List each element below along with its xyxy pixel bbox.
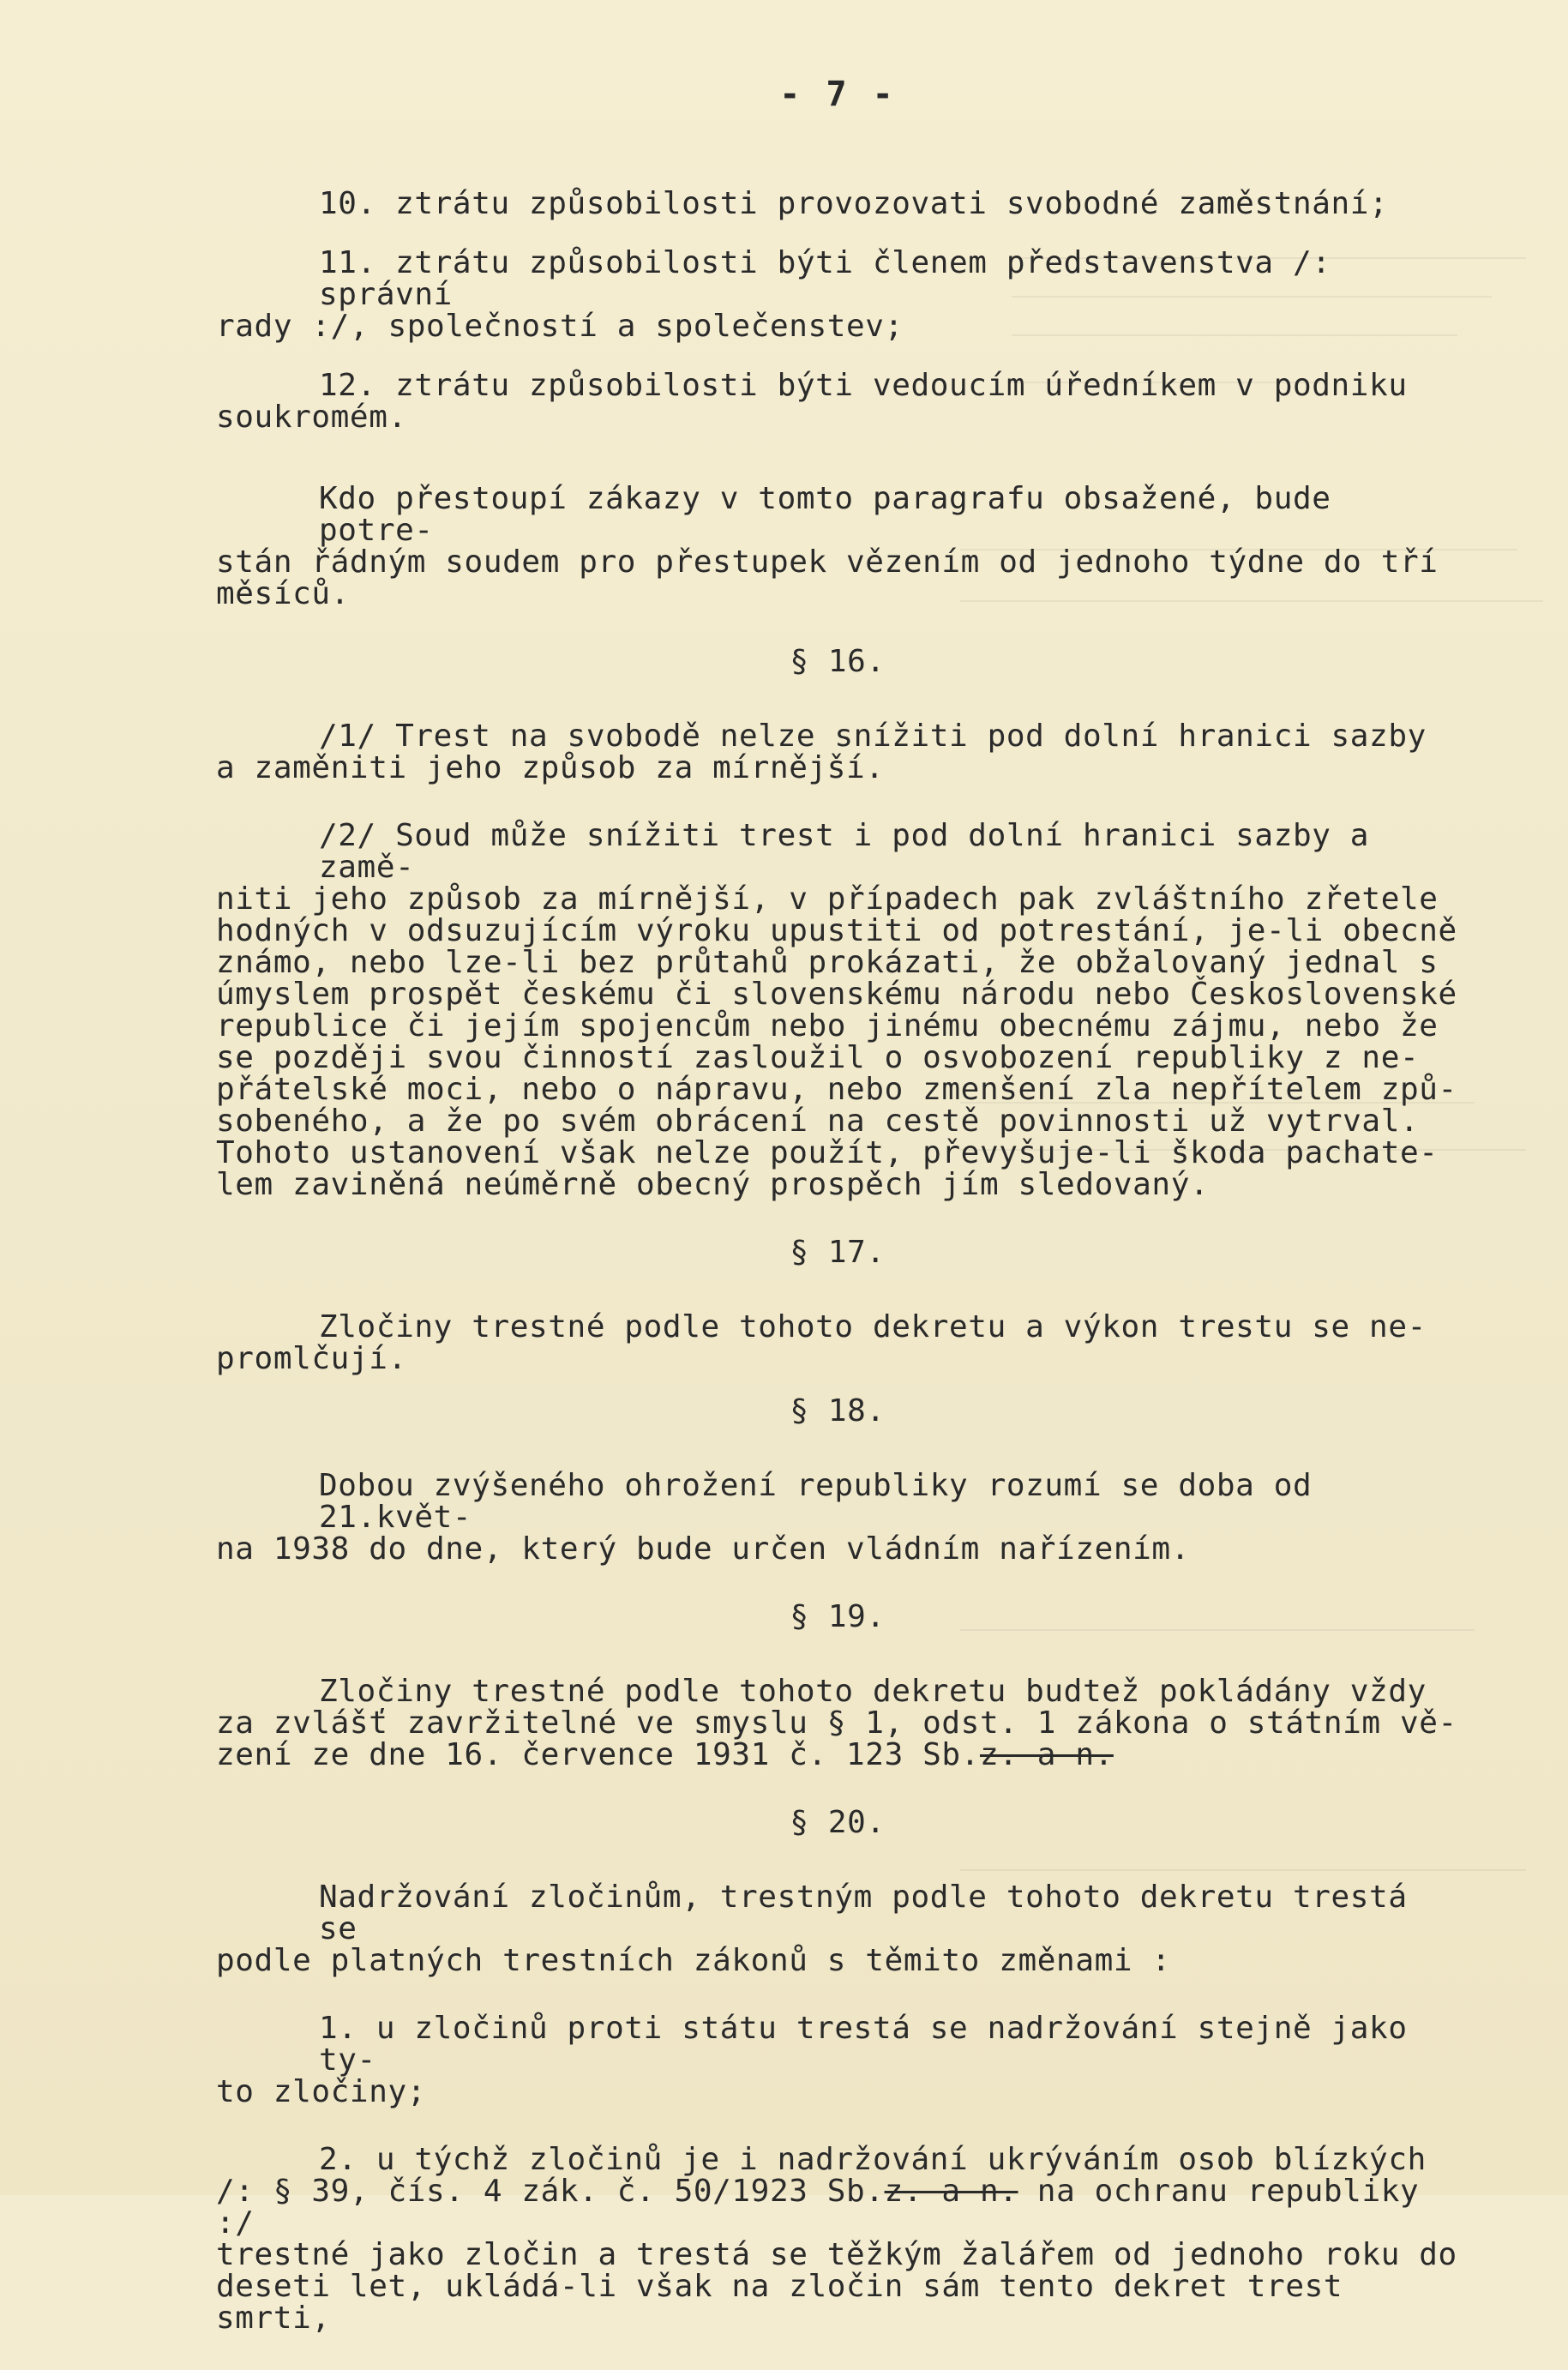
struck-text: z. a n.	[884, 2174, 1018, 2209]
section-19-para: Zločiny trestné podle tohoto dekretu budtež pokládány vždy za zvlášť zavržitelné ve smyslu § 1, odst. 1 zákona o státním vě- zení ze dne 16. července 1931 č. 123 Sb.z. a n.	[216, 1674, 1457, 1772]
section-20-item-2: 2. u týchž zločinů je i nadržování ukrýváním osob blízkých /: § 39, čís. 4 zák. č. 50/1923 Sb.z. a n. na ochranu republiky :/ trestné jako zločin a trestá se těžkým žalářem od jednoho roku do deseti let, ukládá-li však na zločin sám tento dekret trest smrti,	[216, 2142, 1457, 2336]
list-item-11: 11. ztrátu způsobilosti býti členem představenstva /: správní rady :/, společností a společenstev;	[216, 245, 1350, 344]
struck-text: z. a n.	[979, 1737, 1114, 1772]
section-16-para-2: /2/ Soud může snížiti trest i pod dolní hranici sazby a zamě- niti jeho způsob za mírnější, v případech pak zvláštního zřetele hodných v odsuzujícím výroku upustiti od potrestání, je-li obecně známo, nebo lze-li bez průtahů prokázati, že obžalovaný jednal s úmyslem prospět českému či slovenskému národu nebo Československé republice či jejím spojencům nebo jinému obecnému zájmu, nebo že se později svou činností zasloužil o osvobození republiky z ne- přátelské moci, nebo o nápravu, nebo zmenšení zla nepřítelem způ- sobeného, a že po svém obrácení na cestě povinnosti už vytrval. Tohoto ustanovení však nelze použít, převyšuje-li škoda pachate- lem zaviněná neúměrně obecný prospěch jím sledovaný.	[216, 818, 1457, 1202]
section-20-para: Nadržování zločinům, trestným podle tohoto dekretu trestá se podle platných trestních zákonů s těmito změnami :	[216, 1880, 1427, 1978]
section-20-heading: § 20.	[790, 1805, 886, 1840]
section-16-heading: § 16.	[790, 644, 886, 679]
section-18-para: Dobou zvýšeného ohrožení republiky rozumí se doba od 21.květ- na 1938 do dne, který bude určen vládním nařízením.	[216, 1468, 1331, 1567]
list-item-12: 12. ztrátu způsobilosti býti vedoucím úředníkem v podniku soukromém.	[216, 368, 1408, 435]
list-item-10: 10. ztrátu způsobilosti provozovati svobodné zaměstnání;	[319, 186, 1389, 221]
section-16-para-1: /1/ Trest na svobodě nelze snížiti pod dolní hranici sazby a zaměniti jeho způsob za mírnější.	[216, 719, 1427, 785]
section-20-item-1: 1. u zločinů proti státu trestá se nadržování stejně jako ty- to zločiny;	[216, 2011, 1427, 2109]
section-17-para: Zločiny trestné podle tohoto dekretu a výkon trestu se ne- promlčují.	[216, 1309, 1427, 1376]
page-number: - 7 -	[779, 75, 896, 114]
section-18-heading: § 18.	[790, 1393, 886, 1429]
document-body	[216, 51, 1459, 2370]
section-19-heading: § 19.	[790, 1599, 886, 1634]
section-17-heading: § 17.	[790, 1235, 886, 1270]
penalty-paragraph: Kdo přestoupí zákazy v tomto paragrafu obsažené, bude potre- stán řádným soudem pro přestupek vězením od jednoho týdne do tří měsíců.	[216, 481, 1439, 611]
